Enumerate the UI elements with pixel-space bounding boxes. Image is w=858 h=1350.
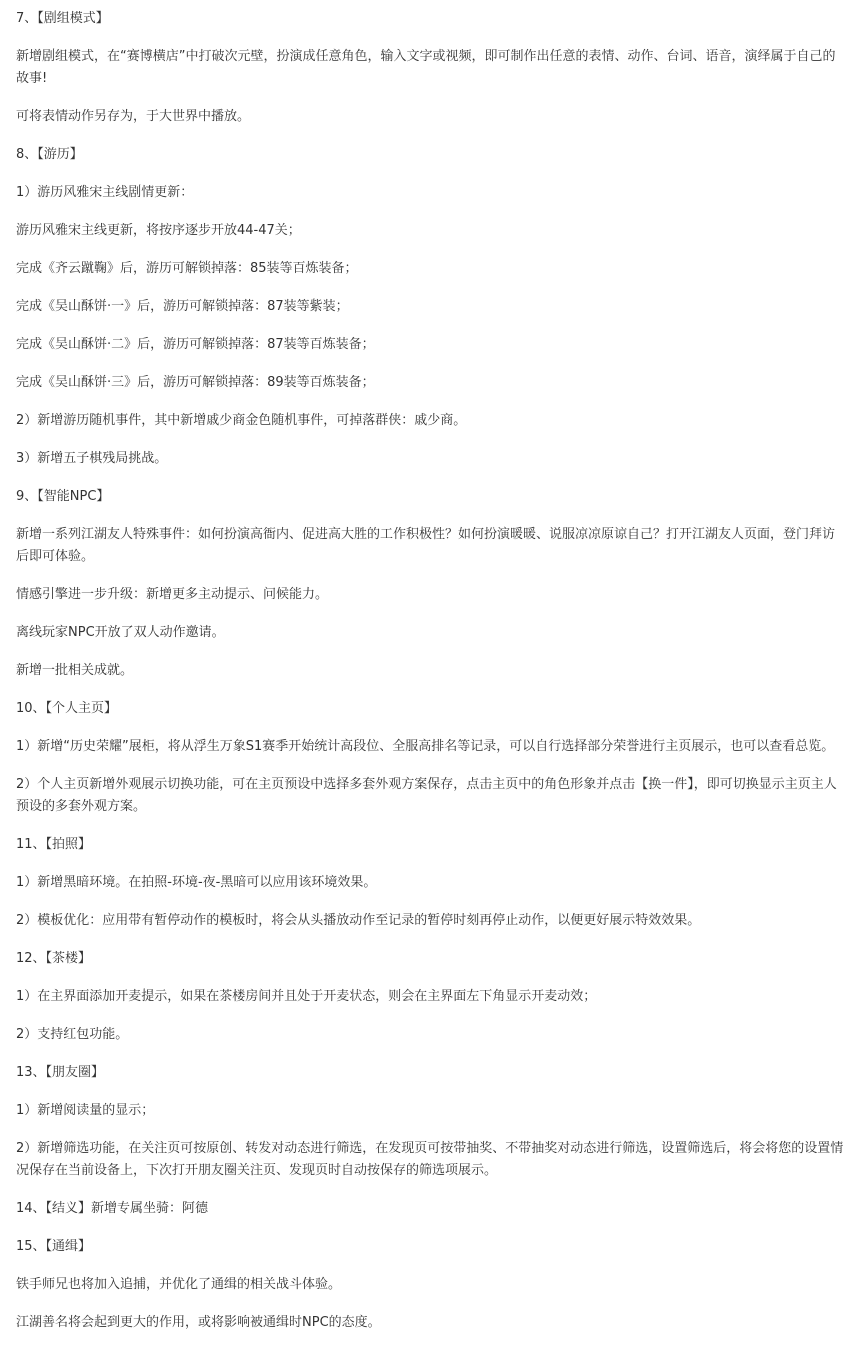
paragraph: 完成《齐云蹴鞠》后，游历可解锁掉落：85装等百炼装备； (16, 261, 358, 276)
paragraph: 游历风雅宋主线更新，将按序逐步开放44-47关； (16, 223, 301, 238)
paragraph: 1）游历风雅宋主线剧情更新： (16, 185, 194, 200)
paragraph: 情感引擎进一步升级：新增更多主动提示、问候能力。 (16, 587, 329, 602)
section-heading: 14、【结义】新增专属坐骑：阿德 (16, 1201, 209, 1216)
section-heading: 15、【通缉】 (16, 1239, 92, 1254)
paragraph: 离线玩家NPC开放了双人动作邀请。 (16, 625, 225, 640)
paragraph: 2）新增筛选功能，在关注页可按原创、转发对动态进行筛选，在发现页可按带抽奖、不带抽奖对动态进行筛选，设置筛选后，将会将您的设置情况保存在当前设备上，下次打开朋友圈关注页、发现页时自动按保存的筛选项展示。 (16, 1141, 844, 1178)
paragraph: 2）个人主页新增外观展示切换功能，可在主页预设中选择多套外观方案保存，点击主页中的角色形象并点击【换一件】，即可切换显示主页主人预设的多套外观方案。 (16, 777, 837, 814)
paragraph: 1）新增“历史荣耀”展柜，将从浮生万象S1赛季开始统计高段位、全服高排名等记录，可以自行选择部分荣誉进行主页展示，也可以查看总览。 (16, 739, 835, 754)
paragraph: 可将表情动作另存为，于大世界中播放。 (16, 109, 251, 124)
paragraph: 完成《吴山酥饼·二》后，游历可解锁掉落：87装等百炼装备； (16, 337, 375, 352)
paragraph: 完成《吴山酥饼·三》后，游历可解锁掉落：89装等百炼装备； (16, 375, 375, 390)
paragraph: 2）模板优化：应用带有暂停动作的模板时，将会从头播放动作至记录的暂停时刻再停止动作，以便更好展示特效效果。 (16, 913, 701, 928)
article-body (16, 8, 846, 1350)
paragraph: 3）新增五子棋残局挑战。 (16, 451, 168, 466)
section-heading: 11、【拍照】 (16, 837, 92, 852)
paragraph: 2）新增游历随机事件，其中新增戚少商金色随机事件，可掉落群侠：戚少商。 (16, 413, 467, 428)
section-heading: 12、【茶楼】 (16, 951, 92, 966)
paragraph: 2）支持红包功能。 (16, 1027, 129, 1042)
paragraph: 1）在主界面添加开麦提示，如果在茶楼房间并且处于开麦状态，则会在主界面左下角显示开麦动效； (16, 989, 597, 1004)
section-heading: 7、【剧组模式】 (16, 11, 109, 26)
paragraph: 1）新增黑暗环境。在拍照-环境-夜-黑暗可以应用该环境效果。 (16, 875, 377, 890)
paragraph: 江湖善名将会起到更大的作用，或将影响被通缉时NPC的态度。 (16, 1315, 381, 1330)
paragraph: 新增一系列江湖友人特殊事件：如何扮演高衙内、促进高大胜的工作积极性？如何扮演暖暖、说服凉凉原谅自己？打开江湖友人页面，登门拜访后即可体验。 (16, 527, 836, 564)
section-heading: 9、【智能NPC】 (16, 489, 110, 504)
paragraph: 1）新增阅读量的显示； (16, 1103, 155, 1118)
section-heading: 13、【朋友圈】 (16, 1065, 105, 1080)
section-heading: 10、【个人主页】 (16, 701, 118, 716)
paragraph: 新增一批相关成就。 (16, 663, 134, 678)
section-heading: 8、【游历】 (16, 147, 83, 162)
paragraph: 完成《吴山酥饼·一》后，游历可解锁掉落：87装等紫装； (16, 299, 349, 314)
paragraph: 铁手师兄也将加入追捕，并优化了通缉的相关战斗体验。 (16, 1277, 342, 1292)
paragraph: 新增剧组模式，在“赛博横店”中打破次元壁，扮演成任意角色，输入文字或视频，即可制作出任意的表情、动作、台词、语音，演绎属于自己的故事! (16, 49, 836, 86)
